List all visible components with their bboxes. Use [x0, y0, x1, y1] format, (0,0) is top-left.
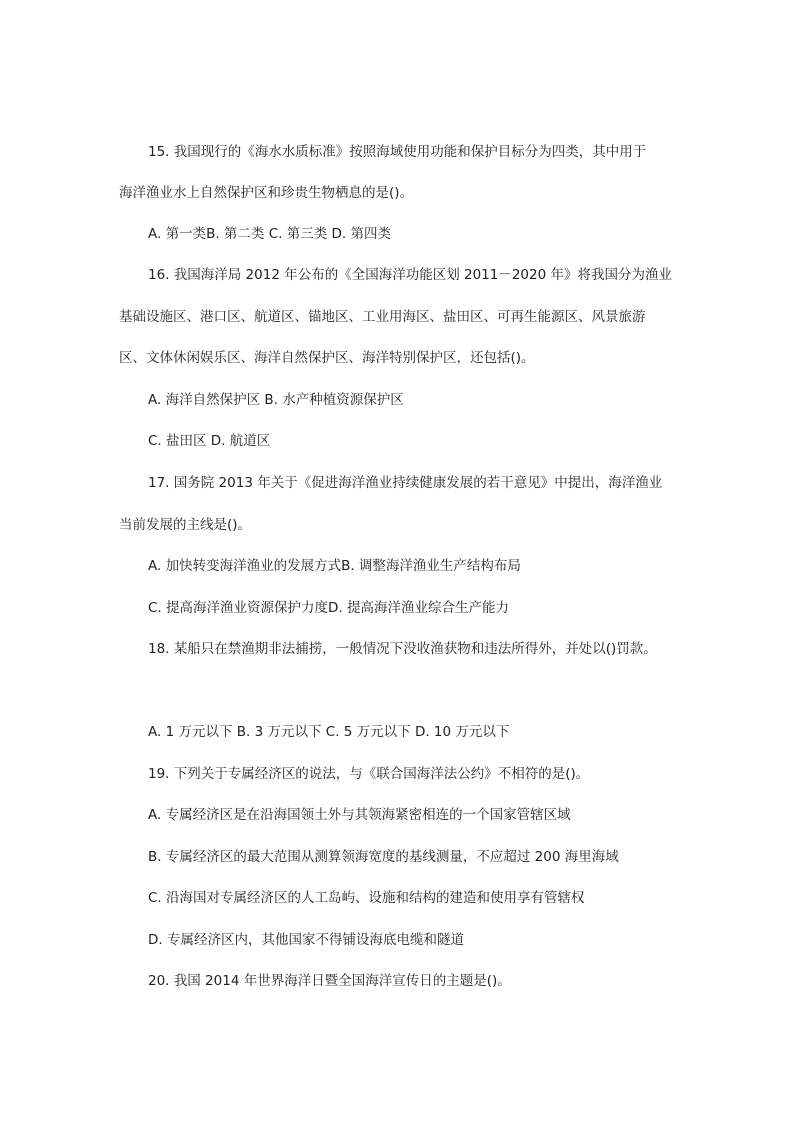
q18-stem-line1: 18. 某船只在禁渔期非法捕捞，一般情况下没收渔获物和违法所得外，并处以()罚款。 [148, 641, 657, 657]
q19-option-a: A. 专属经济区是在沿海国领土外与其领海紧密相连的一个国家管辖区域 [148, 807, 571, 823]
q17-stem-line1: 17. 国务院 2013 年关于《促进海洋渔业持续健康发展的若干意见》中提出，海洋渔业 [148, 475, 663, 491]
q16-stem-line1: 16. 我国海洋局 2012 年公布的《全国海洋功能区划 2011－2020 年》将我国分为渔业 [148, 267, 672, 283]
q15-stem-line1: 15. 我国现行的《海水水质标准》按照海域使用功能和保护目标分为四类，其中用于 [148, 144, 647, 160]
q17-options-line2: C. 提高海洋渔业资源保护力度D. 提高海洋渔业综合生产能力 [148, 600, 509, 616]
q16-options-line2: C. 盐田区 D. 航道区 [148, 433, 271, 449]
q20-stem-line1: 20. 我国 2014 年世界海洋日暨全国海洋宣传日的主题是()。 [148, 973, 511, 989]
q19-stem-line1: 19. 下列关于专属经济区的说法，与《联合国海洋法公约》不相符的是()。 [148, 766, 590, 782]
q15-options: A. 第一类B. 第二类 C. 第三类 D. 第四类 [148, 226, 391, 242]
q19-option-b: B. 专属经济区的最大范围从测算领海宽度的基线测量，不应超过 200 海里海域 [148, 849, 619, 865]
q17-options-line1: A. 加快转变海洋渔业的发展方式B. 调整海洋渔业生产结构布局 [148, 558, 521, 574]
q16-options-line1: A. 海洋自然保护区 B. 水产种植资源保护区 [148, 392, 404, 408]
q18-options: A. 1 万元以下 B. 3 万元以下 C. 5 万元以下 D. 10 万元以下 [148, 724, 510, 740]
q19-option-c: C. 沿海国对专属经济区的人工岛屿、设施和结构的建造和使用享有管辖权 [148, 890, 585, 906]
q17-stem-line2: 当前发展的主线是()。 [119, 517, 252, 533]
q19-option-d: D. 专属经济区内，其他国家不得铺设海底电缆和隧道 [148, 932, 464, 948]
q15-stem-line2: 海洋渔业水上自然保护区和珍贵生物栖息的是()。 [119, 185, 414, 201]
q16-stem-line3: 区、文体休闲娱乐区、海洋自然保护区、海洋特别保护区，还包括()。 [119, 350, 535, 366]
q16-stem-line2: 基础设施区、港口区、航道区、锚地区、工业用海区、盐田区、可再生能源区、风景旅游 [119, 309, 646, 325]
